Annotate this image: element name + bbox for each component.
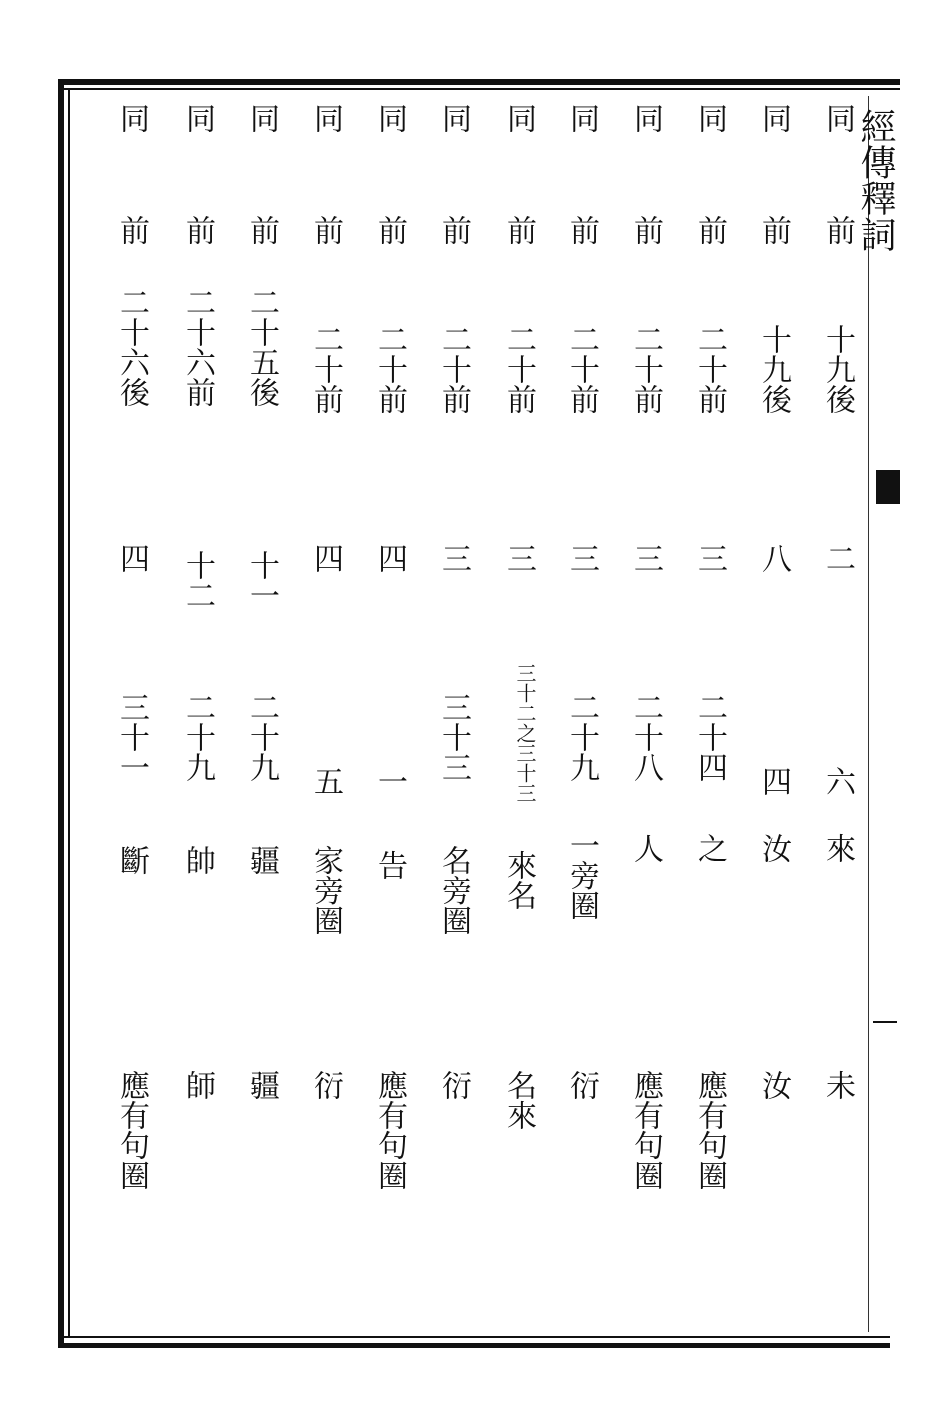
line-ref: 四: [308, 543, 343, 573]
original-text: 一旁圈: [564, 830, 599, 920]
book-ref: 同: [436, 103, 471, 133]
page-ref: 二十前: [628, 324, 663, 414]
line-ref: 十一: [244, 550, 279, 610]
line-ref: 三: [501, 543, 536, 573]
line-ref: 三: [436, 543, 471, 573]
margin-tick: [873, 1021, 897, 1023]
position-ref: 前: [564, 215, 599, 245]
book-ref: 同: [628, 103, 663, 133]
entry-column: [604, 0, 664, 1340]
char-ref: 六: [820, 766, 855, 796]
correction: 衍: [308, 1070, 343, 1100]
original-text: 家旁圈: [308, 845, 343, 935]
original-text: 疆: [244, 845, 279, 875]
entry-column: [477, 0, 537, 1340]
book-ref: 同: [114, 103, 149, 133]
char-ref: 二十九: [564, 692, 599, 782]
original-text: 來名: [501, 850, 536, 910]
correction: 應有句圈: [628, 1070, 663, 1190]
char-ref: 二十八: [628, 692, 663, 782]
page-ref: 二十六前: [180, 287, 215, 407]
page-ref: 二十前: [436, 324, 471, 414]
correction: 疆: [244, 1070, 279, 1100]
line-ref: 二: [820, 543, 855, 573]
book-ref: 同: [180, 103, 215, 133]
correction: 衍: [564, 1070, 599, 1100]
page-ref: 十九後: [756, 324, 791, 414]
frame-left-inner-border: [68, 88, 70, 1338]
original-text: 名旁圈: [436, 845, 471, 935]
original-text: 來: [820, 833, 855, 863]
book-ref: 同: [244, 103, 279, 133]
original-text: 告: [372, 850, 407, 880]
char-ref: 二十九: [180, 692, 215, 782]
entry-column: [668, 0, 728, 1340]
page-ref: 十九後: [820, 324, 855, 414]
char-ref: 三十一: [114, 692, 149, 782]
line-ref: 四: [372, 543, 407, 573]
position-ref: 前: [692, 215, 727, 245]
frame-bottom-border: [58, 1343, 890, 1348]
line-ref: 四: [114, 543, 149, 573]
book-ref: 同: [756, 103, 791, 133]
entry-column: [156, 0, 216, 1340]
line-ref: 三: [628, 543, 663, 573]
correction: 應有句圈: [114, 1070, 149, 1190]
frame-left-border: [58, 79, 64, 1348]
entry-column: [90, 0, 150, 1340]
margin-title: 經傳釋詞: [855, 108, 896, 252]
char-ref: 三十二之三十三: [513, 663, 537, 803]
position-ref: 前: [244, 215, 279, 245]
original-text: 帥: [180, 845, 215, 875]
correction: 衍: [436, 1070, 471, 1100]
position-ref: 前: [756, 215, 791, 245]
page-ref: 二十前: [501, 324, 536, 414]
char-ref: 一: [372, 766, 407, 796]
position-ref: 前: [501, 215, 536, 245]
position-ref: 前: [308, 215, 343, 245]
original-text: 之: [692, 833, 727, 863]
position-ref: 前: [372, 215, 407, 245]
position-ref: 前: [436, 215, 471, 245]
correction: 應有句圈: [692, 1070, 727, 1190]
original-text: 人: [628, 833, 663, 863]
book-ref: 同: [564, 103, 599, 133]
page-ref: 二十前: [372, 324, 407, 414]
page-ref: 二十五後: [244, 287, 279, 407]
original-text: 斷: [114, 845, 149, 875]
margin-divider: [868, 96, 869, 1332]
char-ref: 四: [756, 766, 791, 796]
position-ref: 前: [628, 215, 663, 245]
entry-column: [284, 0, 344, 1340]
line-ref: 八: [756, 543, 791, 573]
book-ref: 同: [692, 103, 727, 133]
correction: 師: [180, 1070, 215, 1100]
book-ref: 同: [372, 103, 407, 133]
page-ref: 二十前: [308, 324, 343, 414]
correction: 應有句圈: [372, 1070, 407, 1190]
original-text: 汝: [756, 833, 791, 863]
position-ref: 前: [114, 215, 149, 245]
page-ref: 二十六後: [114, 287, 149, 407]
position-ref: 前: [820, 215, 855, 245]
entry-column: [348, 0, 408, 1340]
correction: 未: [820, 1070, 855, 1100]
entry-column: [412, 0, 472, 1340]
position-ref: 前: [180, 215, 215, 245]
book-ref: 同: [501, 103, 536, 133]
char-ref: 二十四: [692, 692, 727, 782]
entry-column: [732, 0, 792, 1340]
fishtail-mark: [876, 470, 900, 504]
page-ref: 二十前: [692, 324, 727, 414]
entry-column: [540, 0, 600, 1340]
book-ref: 同: [308, 103, 343, 133]
entry-column: [796, 0, 856, 1340]
page-ref: 二十前: [564, 324, 599, 414]
char-ref: 五: [308, 766, 343, 796]
line-ref: 十二: [180, 550, 215, 610]
line-ref: 三: [692, 543, 727, 573]
book-ref: 同: [820, 103, 855, 133]
correction: 名來: [501, 1070, 536, 1130]
entry-column: [220, 0, 280, 1340]
line-ref: 三: [564, 543, 599, 573]
correction: 汝: [756, 1070, 791, 1100]
char-ref: 三十三: [436, 692, 471, 782]
char-ref: 二十九: [244, 692, 279, 782]
